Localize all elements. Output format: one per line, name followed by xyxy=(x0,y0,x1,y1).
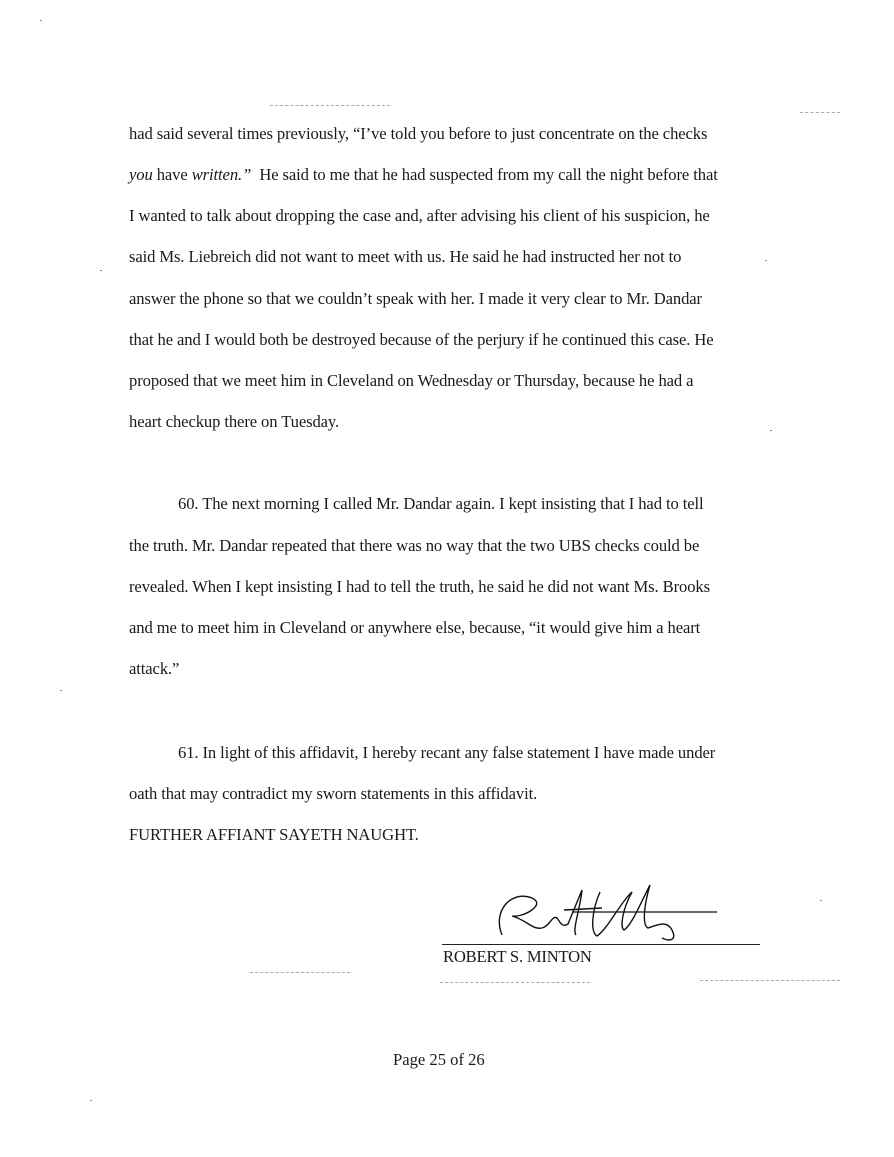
paragraph-60-line: attack.” xyxy=(129,659,180,678)
scan-noise xyxy=(90,1100,92,1101)
body-line: said Ms. Liebreich did not want to meet with us. He said he had instructed her not to xyxy=(129,247,682,266)
scan-noise xyxy=(700,980,840,982)
paragraph-60-line: the truth. Mr. Dandar repeated that there was no way that the two UBS checks could be xyxy=(129,536,700,555)
emphasis-written: written.” xyxy=(191,165,252,184)
body-text: He said to me that he had suspected from my call the night before that xyxy=(259,165,718,184)
body-line: that he and I would both be destroyed because of the perjury if he continued this case. He xyxy=(129,330,714,349)
scan-noise xyxy=(270,105,390,107)
scan-noise xyxy=(60,690,62,691)
scan-noise xyxy=(440,982,590,984)
scan-noise xyxy=(800,112,840,114)
paragraph-60-line: 60. The next morning I called Mr. Dandar again. I kept insisting that I had to tell xyxy=(178,494,704,513)
signature-block xyxy=(442,880,762,970)
closing-statement: FURTHER AFFIANT SAYETH NAUGHT. xyxy=(129,825,419,844)
body-line: I wanted to talk about dropping the case and, after advising his client of his suspicion, he xyxy=(129,206,710,225)
paragraph-60-line: revealed. When I kept insisting I had to tell the truth, he said he did not want Ms. Brooks xyxy=(129,577,710,596)
scan-noise xyxy=(765,260,767,261)
handwritten-signature xyxy=(472,880,722,950)
paragraph-61-line: oath that may contradict my sworn statements in this affidavit. xyxy=(129,784,538,803)
body-line: heart checkup there on Tuesday. xyxy=(129,412,340,431)
page-number: Page 25 of 26 xyxy=(393,1050,485,1069)
scan-noise xyxy=(100,270,102,271)
emphasis-you: you xyxy=(129,165,153,184)
body-line: had said several times previously, “I’ve told you before to just concentrate on the checks xyxy=(129,124,708,143)
paragraph-60-line: and me to meet him in Cleveland or anywhere else, because, “it would give him a heart xyxy=(129,618,701,637)
signature-line xyxy=(442,944,760,945)
paragraph-61-line: 61. In light of this affidavit, I hereby recant any false statement I have made under xyxy=(178,743,716,762)
text-have: have xyxy=(152,165,192,184)
body-line xyxy=(129,165,718,185)
signatory-name: ROBERT S. MINTON xyxy=(443,947,592,966)
scan-noise xyxy=(820,900,822,901)
scan-noise xyxy=(770,430,772,431)
body-line: proposed that we meet him in Cleveland on Wednesday or Thursday, because he had a xyxy=(129,371,694,390)
scan-noise xyxy=(250,972,350,974)
scan-noise xyxy=(40,20,42,21)
body-line: answer the phone so that we couldn’t speak with her. I made it very clear to Mr. Dandar xyxy=(129,289,702,308)
